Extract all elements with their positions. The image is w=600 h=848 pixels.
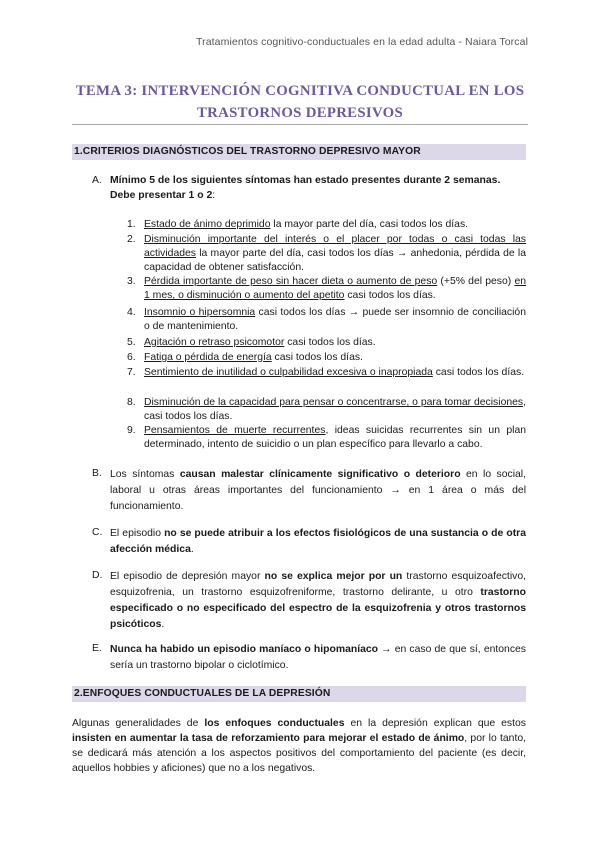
criteria-item-3 [127, 275, 527, 303]
document-title [72, 80, 528, 124]
criterion-b-bold: causan malestar clínicamente significativo o deterioro [179, 469, 461, 480]
para-part-3: , por lo tanto, se dedicará más atención a los aspectos positivos del comportamiento del paciente (es decir, aquellos hobbies y aficiones) que no a los negativos. [72, 733, 527, 774]
criteria-underlined: Pérdida importante de peso sin hacer dieta o aumento de peso [144, 276, 438, 287]
criterion-a-bold-2: Debe presentar 1 o 2 [110, 189, 213, 201]
criterion-a-bold-1: Mínimo 5 de los siguientes síntomas han estado presentes durante 2 semanas. [110, 175, 501, 186]
criterion-e-part-1: → en caso de que sí, entonces sería un trastorno bipolar o ciclotímico. [110, 644, 526, 671]
criteria-number: 7. [127, 367, 136, 378]
criterion-e-letter: E. [92, 643, 102, 654]
criteria-text: , casi todos los días. [144, 397, 526, 423]
criteria-text: casi todos los días. [432, 367, 525, 378]
criterion-b-letter: B. [92, 468, 102, 479]
criterion-b-text [110, 467, 526, 515]
criterion-d-part-3: . [161, 619, 165, 630]
criterion-c-letter: C. [92, 527, 103, 538]
page-header: Tratamientos cognitivo-conductuales en la edad adulta - Naiara Torcal [196, 36, 528, 48]
criteria-number: 2. [127, 234, 136, 245]
criteria-number: 5. [127, 337, 136, 348]
title-line-1: TEMA 3: INTERVENCIÓN COGNITIVA CONDUCTUAL EN LOS [75, 83, 525, 99]
criteria-item-2 [127, 233, 526, 276]
criterion-a-letter: A. [92, 175, 102, 186]
criteria-underlined: Disminución importante del interés o el placer por todas o casi todas las actividades [144, 234, 526, 260]
para-bold-1: los enfoques conductuales [204, 718, 345, 729]
criteria-underlined: Estado de ánimo deprimido [144, 219, 271, 230]
criteria-item-1 [127, 218, 526, 232]
criteria-item-4 [127, 306, 526, 334]
criteria-item-6 [127, 351, 526, 365]
criteria-underlined: Insomnio o hipersomnia [144, 307, 256, 318]
criteria-text: casi todos los días. [284, 337, 376, 348]
criteria-item-7 [127, 366, 526, 380]
criteria-item-5 [127, 336, 526, 350]
criterion-d-letter: D. [92, 570, 103, 581]
criterion-d-part-1: El episodio de depresión mayor [110, 571, 265, 582]
criteria-text: casi todos los días → puede ser insomnio de conciliación o de mantenimiento. [144, 307, 526, 333]
criterion-a-text [110, 174, 526, 203]
criterion-d-text [110, 569, 526, 633]
criterion-b-part-2: en lo social, laboral u otras áreas importantes del funcionamiento → en 1 área o más del funcionamiento. [110, 469, 526, 512]
criterion-c-part-1: El episodio [110, 528, 165, 539]
criterion-c-part-2: . [190, 544, 194, 555]
criteria-underlined-2: en 1 mes, o disminución o aumento del apetito [144, 276, 527, 302]
criteria-text: , ideas suicidas recurrentes sin un plan determinado, intento de suicidio o un plan específico para llevarlo a cabo. [144, 425, 526, 451]
criteria-underlined: Sentimiento de inutilidad o culpabilidad excesiva o inapropiada [144, 367, 433, 378]
criterion-a-colon: : [212, 189, 216, 201]
criteria-number: 4. [127, 307, 136, 318]
criteria-text: casi todos los días. [271, 352, 363, 363]
para-part-1: Algunas generalidades de [72, 718, 205, 729]
criteria-item-9 [127, 424, 526, 452]
section-2-heading: 2.ENFOQUES CONDUCTUALES DE LA DEPRESIÓN [72, 686, 526, 702]
criterion-e-text [110, 642, 526, 674]
criteria-number: 3. [127, 276, 136, 287]
title-divider [72, 124, 528, 125]
criteria-number: 9. [127, 425, 136, 436]
criteria-item-8 [127, 396, 526, 424]
criteria-underlined: Fatiga o pérdida de energía [144, 352, 272, 363]
section-1-heading: 1.CRITERIOS DIAGNÓSTICOS DEL TRASTORNO DEPRESIVO MAYOR [72, 144, 526, 160]
criteria-underlined: Disminución de la capacidad para pensar o concentrarse, o para tomar decisiones [144, 397, 524, 408]
criterion-d-part-2: trastorno esquizoafectivo, esquizofrenia, un trastorno esquizofreniforme, trastorno delirante, u otro [110, 571, 526, 598]
criterion-d-bold-2: trastorno especificado o no especificado del espectro de la esquizofrenia y otros trastornos psicóticos [110, 587, 526, 630]
criteria-text: la mayor parte del día, casi todos los días → anhedonia, pérdida de la capacidad de obtener satisfacción. [144, 248, 526, 274]
criterion-b-part-1: Los síntomas [110, 469, 180, 480]
criterion-c-bold: no se puede atribuir a los efectos fisiológicos de una sustancia o de otra afección médica [110, 528, 526, 555]
criteria-text-2: casi todos los días. [344, 290, 436, 302]
criteria-text: la mayor parte del día, casi todos los días. [270, 219, 469, 230]
title-line-2: TRASTORNOS DEPRESIVOS [197, 105, 403, 121]
section-2-paragraph [72, 716, 526, 776]
criterion-c-text [110, 526, 526, 558]
criteria-number: 6. [127, 352, 136, 363]
criteria-underlined: Agitación o retraso psicomotor [144, 337, 285, 348]
criteria-underlined: Pensamientos de muerte recurrentes [144, 425, 326, 436]
para-part-2: en la depresión explican que estos [344, 718, 526, 729]
criteria-text: (+5% del peso) [437, 276, 515, 287]
criteria-number: 8. [127, 397, 136, 408]
para-bold-2: insisten en aumentar la tasa de reforzamiento para mejorar el estado de ánimo [72, 733, 465, 744]
criteria-number: 1. [127, 219, 136, 230]
criterion-e-bold: Nunca ha habido un episodio maníaco o hipomaníaco [110, 644, 378, 655]
criterion-d-bold-1: no se explica mejor por un [264, 571, 403, 582]
